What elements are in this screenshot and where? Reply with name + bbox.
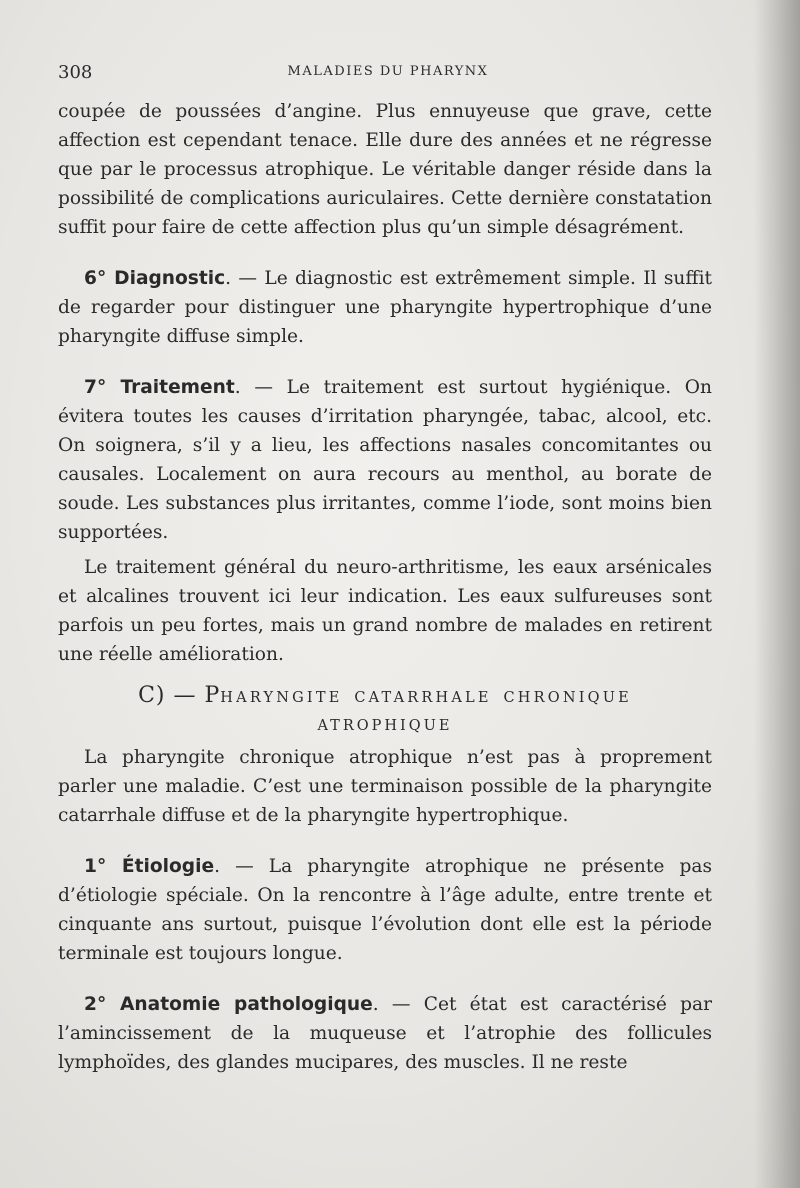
section-word-2: CATARRHALE — [354, 690, 492, 706]
paragraph-etiologie — [58, 852, 712, 968]
text-etiologie: . — La pharyngite atrophique ne présente pas d’étiologie spéciale. On la rencontre à l’âge adulte, entre trente et cinquante ans surtout, puisque l’évolution dont elle est la période terminale est toujours longue. — [58, 856, 712, 964]
page-header — [58, 62, 718, 86]
paragraph-continuation: coupée de poussées d’angine. Plus ennuyeuse que grave, cette affection est cependant tenace. Elle dure des années et ne régresse que par le processus atrophique. Le véritable danger réside dans la possibilité de complications auriculaires. Cette dernière constatation suffit pour faire de cette affection plus qu’un simple désagrément. — [58, 101, 712, 238]
page-body — [58, 97, 712, 1077]
paragraph-anatomie — [58, 990, 712, 1077]
heading-diagnostic: 6° Diagnostic — [84, 268, 226, 289]
text-diagnostic: . — Le diagnostic est extrêmement simple. Il suffit de regarder pour distinguer une pharyngite hypertrophique d’une pharyngite diffuse simple. — [58, 268, 712, 347]
section-title — [58, 681, 712, 713]
running-title: MALADIES DU PHARYNX — [287, 64, 489, 79]
heading-traitement: 7° Traitement — [84, 377, 235, 398]
section-word-1: HARYNGITE — [220, 690, 343, 706]
heading-anatomie: 2° Anatomie pathologique — [84, 994, 373, 1015]
section-word-3: CHRONIQUE — [503, 690, 632, 706]
page-edge-shadow — [754, 0, 800, 1188]
text-traitement: . — Le traitement est surtout hygiénique. On évitera toutes les causes d’irritation pharyngée, tabac, alcool, etc. On soignera, s’il y a lieu, les affections nasales concomitantes ou causales. Localement on aura recours au menthol, au borate de soude. Les substances plus irritantes, comme l’iode, sont moins bien supportées. — [58, 377, 712, 543]
paragraph-intro: La pharyngite chronique atrophique n’est pas à proprement parler une maladie. C’est une terminaison possible de la pharyngite catarrhale diffuse et de la pharyngite hypertrophique. — [58, 747, 712, 826]
heading-etiologie: 1° Étiologie — [84, 856, 215, 877]
text-anatomie: . — Cet état est caractérisé par l’amincissement de la muqueuse et l’atrophie des follicules lymphoïdes, des glandes mucipares, des muscles. Il ne reste — [58, 994, 713, 1073]
section-label: C) — P — [138, 683, 221, 708]
paragraph-traitement-general: Le traitement général du neuro-arthritisme, les eaux arsénicales et alcalines trouvent ici leur indication. Les eaux sulfureuses sont parfois un peu fortes, mais un grand nombre de malades en retirent une réelle amélioration. — [58, 557, 712, 665]
paragraph-diagnostic — [58, 264, 712, 351]
page-number: 308 — [58, 62, 93, 83]
paragraph-traitement — [58, 373, 712, 547]
section-subtitle: ATROPHIQUE — [317, 718, 453, 734]
